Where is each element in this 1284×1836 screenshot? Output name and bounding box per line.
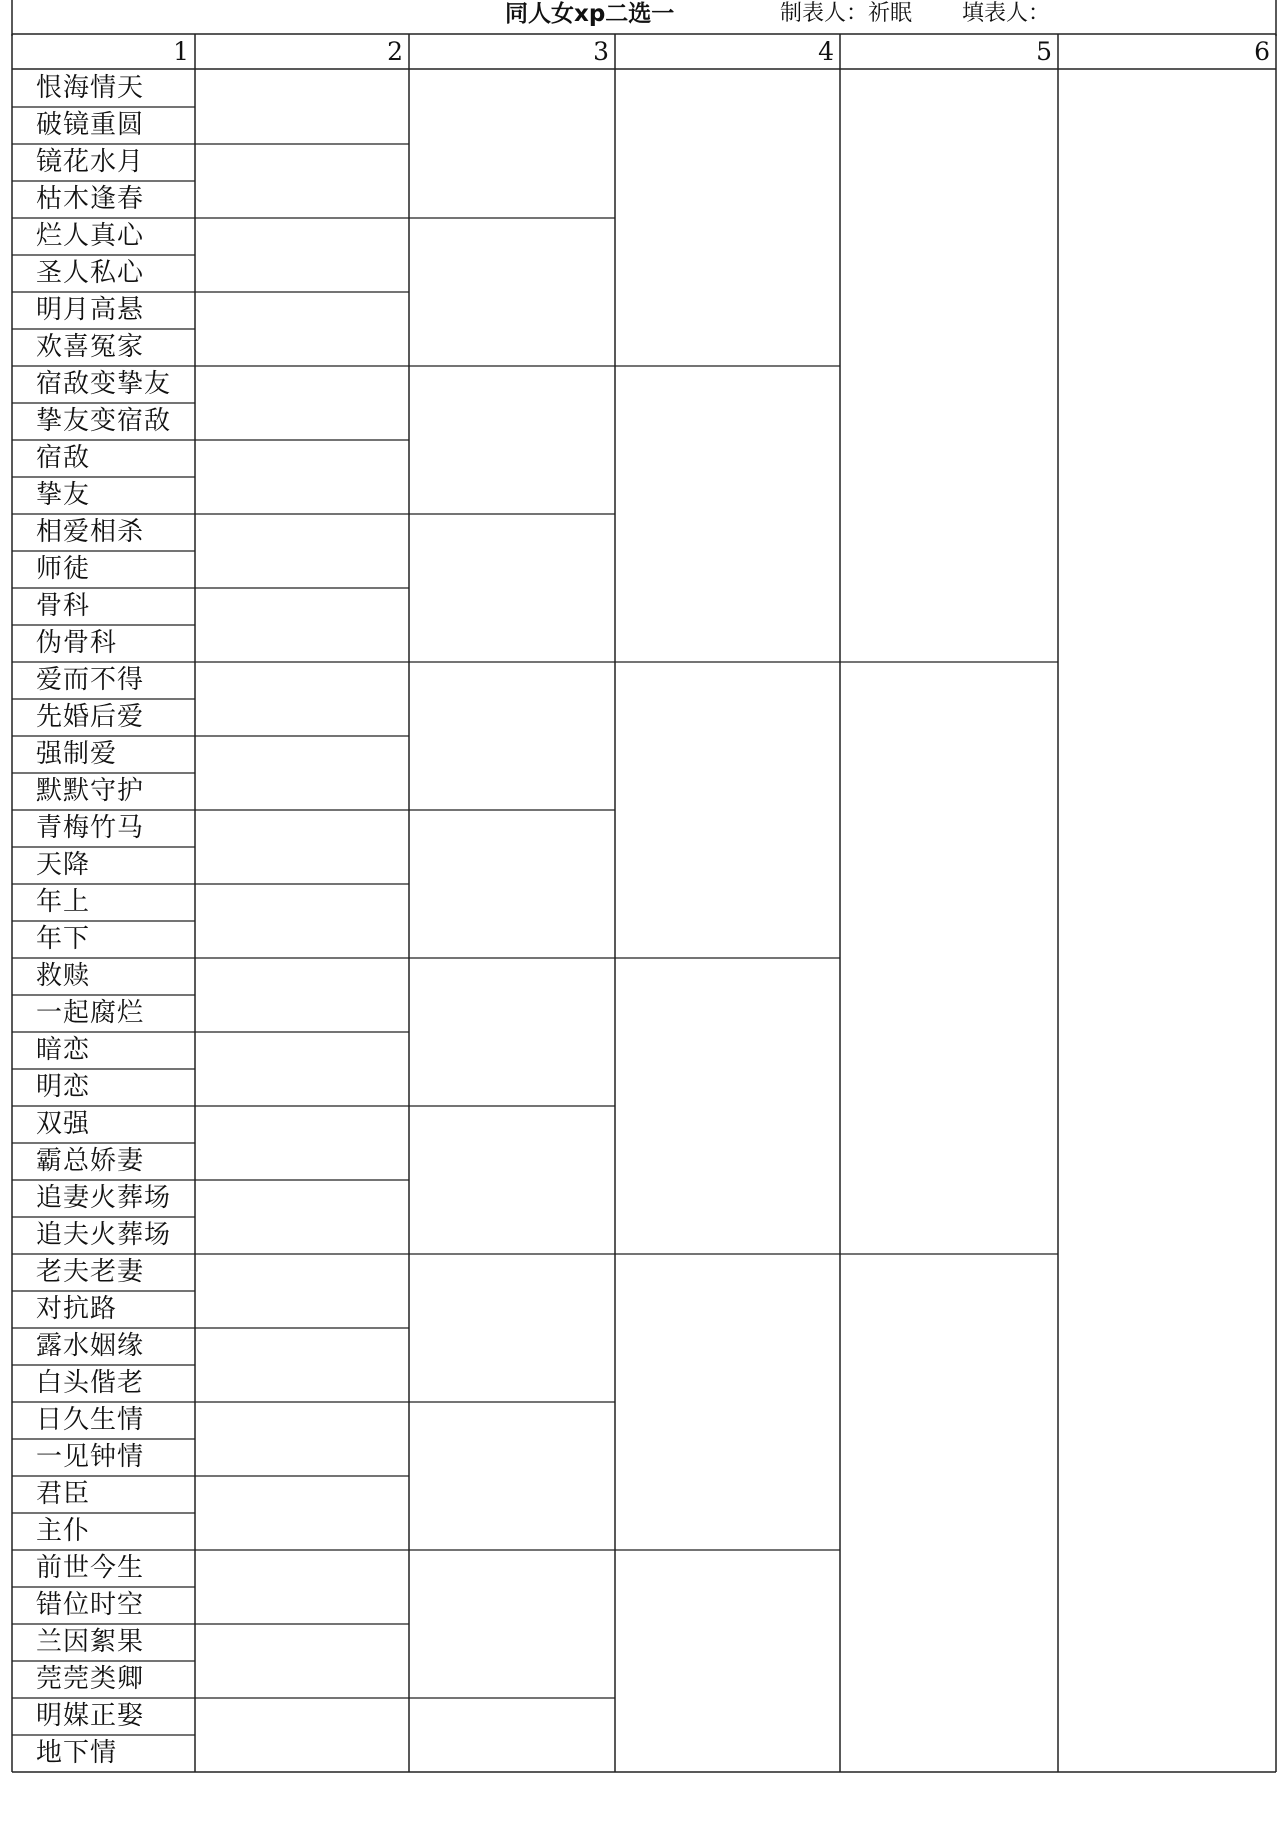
entry-item[interactable]: 天降 — [36, 850, 91, 880]
entry-item[interactable]: 挚友 — [36, 480, 91, 510]
entry-item[interactable]: 师徒 — [36, 554, 91, 584]
round-number-1: 1 — [173, 37, 189, 66]
entry-item[interactable]: 莞莞类卿 — [36, 1664, 145, 1694]
entry-item[interactable]: 先婚后爱 — [36, 702, 145, 732]
entry-item[interactable]: 爱而不得 — [36, 665, 145, 695]
entry-item[interactable]: 枯木逢春 — [36, 184, 145, 214]
entry-item[interactable]: 明月高悬 — [36, 295, 145, 325]
entry-item[interactable]: 地下情 — [36, 1738, 118, 1768]
entry-item[interactable]: 追夫火葬场 — [36, 1220, 172, 1250]
round-number-4: 4 — [818, 37, 834, 66]
entry-item[interactable]: 明媒正娶 — [36, 1701, 145, 1731]
round-number-5: 5 — [1036, 37, 1052, 66]
entry-item[interactable]: 追妻火葬场 — [36, 1183, 172, 1213]
entry-item[interactable]: 白头偕老 — [36, 1368, 145, 1398]
entry-item[interactable]: 兰因絮果 — [36, 1627, 145, 1657]
entry-item[interactable]: 破镜重圆 — [36, 110, 145, 140]
entry-item[interactable]: 老夫老妻 — [36, 1257, 145, 1287]
entry-item[interactable]: 欢喜冤家 — [36, 332, 145, 362]
entry-item[interactable]: 对抗路 — [36, 1294, 118, 1324]
maker-label: 制表人：祈眠 — [780, 1, 913, 26]
round-number-3: 3 — [593, 37, 609, 66]
entry-item[interactable]: 主仆 — [36, 1516, 91, 1546]
entry-item[interactable]: 恨海情天 — [36, 73, 145, 103]
entry-item[interactable]: 日久生情 — [36, 1405, 145, 1435]
sheet-title: 同人女xp二选一 — [505, 1, 675, 27]
entry-item[interactable]: 伪骨科 — [36, 628, 118, 658]
entry-item[interactable]: 一见钟情 — [36, 1442, 145, 1472]
entry-item[interactable]: 错位时空 — [36, 1590, 145, 1620]
round-number-2: 2 — [387, 37, 403, 66]
entry-item[interactable]: 默默守护 — [36, 776, 145, 806]
filler-label: 填表人： — [962, 1, 1051, 26]
entry-item[interactable]: 年上 — [36, 887, 91, 917]
entry-item[interactable]: 镜花水月 — [36, 147, 145, 177]
entry-item[interactable]: 暗恋 — [36, 1035, 91, 1065]
entry-item[interactable]: 救赎 — [36, 961, 91, 991]
entry-item[interactable]: 露水姻缘 — [36, 1331, 145, 1361]
entry-item[interactable]: 宿敌 — [36, 443, 91, 473]
entry-item[interactable]: 明恋 — [36, 1072, 91, 1102]
entry-item[interactable]: 强制爱 — [36, 739, 118, 769]
entry-item[interactable]: 圣人私心 — [36, 258, 145, 288]
entry-item[interactable]: 年下 — [36, 924, 91, 954]
entry-item[interactable]: 挚友变宿敌 — [36, 406, 172, 436]
entry-item[interactable]: 青梅竹马 — [36, 813, 145, 843]
entry-item[interactable]: 前世今生 — [36, 1553, 145, 1583]
entry-item[interactable]: 相爱相杀 — [36, 517, 145, 547]
entry-item[interactable]: 骨科 — [36, 591, 91, 621]
round-number-6: 6 — [1254, 37, 1270, 66]
entry-item[interactable]: 烂人真心 — [36, 221, 145, 251]
entry-item[interactable]: 霸总娇妻 — [36, 1146, 145, 1176]
entry-item[interactable]: 一起腐烂 — [36, 998, 145, 1028]
entry-item[interactable]: 宿敌变挚友 — [36, 369, 172, 399]
entry-item[interactable]: 双强 — [36, 1109, 91, 1139]
entry-item[interactable]: 君臣 — [36, 1479, 91, 1509]
